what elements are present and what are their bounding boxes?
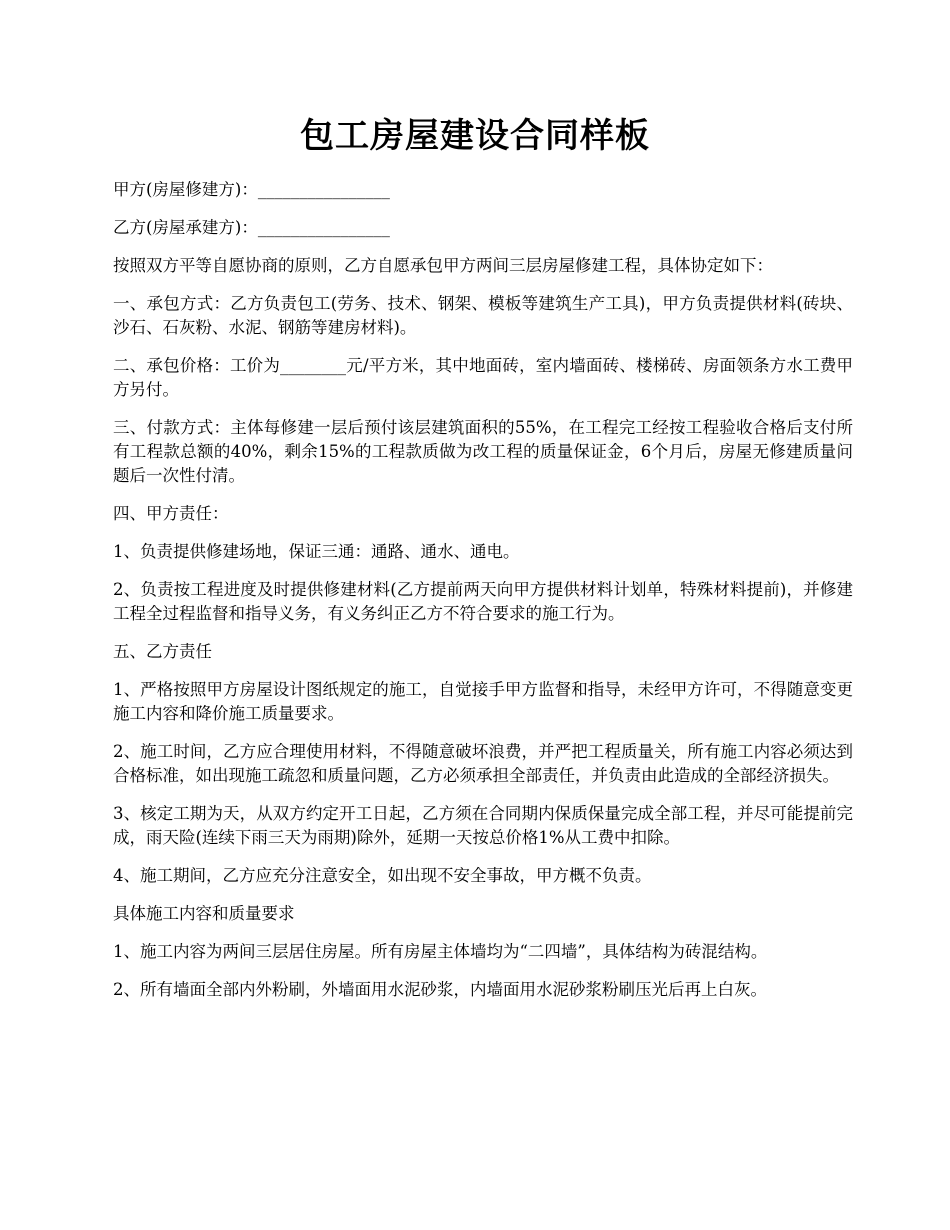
clause-contract-price: 二、承包价格：工价为________元/平方米，其中地面砖，室内墙面砖、楼梯砖、房面领条方水工费甲方另付。 [113,356,853,399]
party-b-duty-2: 2、施工时间，乙方应合理使用材料，不得随意破坏浪费，并严把工程质量关，所有施工内容必须达到合格标准，如出现施工疏忽和质量问题，乙方必须承担全部责任，并负责由此造成的全部经济损失。 [113,742,853,785]
party-a-line: 甲方(房屋修建方)：________________ [113,180,390,199]
section-heading-construction: 具体施工内容和质量要求 [113,904,295,923]
construction-item-2: 2、所有墙面全部内外粉刷，外墙面用水泥砂浆，内墙面用水泥砂浆粉刷压光后再上白灰。 [113,980,767,999]
document-title: 包工房屋建设合同样板 [300,116,650,156]
party-b-line: 乙方(房屋承建方)：________________ [113,218,390,237]
section-heading-party-a: 四、甲方责任： [113,504,229,523]
intro-paragraph: 按照双方平等自愿协商的原则，乙方自愿承包甲方两间三层房屋修建工程，具体协定如下： [113,256,773,275]
document-body [113,178,853,1016]
party-b-duty-4: 4、施工期间，乙方应充分注意安全，如出现不安全事故，甲方概不负责。 [113,866,652,885]
section-heading-party-b: 五、乙方责任 [113,642,212,661]
clause-payment-method: 三、付款方式：主体每修建一层后预付该层建筑面积的55%，在工程完工经按工程验收合格后支付所有工程款总额的40%，剩余15%的工程款质做为改工程的质量保证金，6个月后，房屋无修建质量问题后一次性付清。 [113,418,853,485]
party-b-duty-1: 1、严格按照甲方房屋设计图纸规定的施工，自觉接手甲方监督和指导，未经甲方许可，不得随意变更施工内容和降价施工质量要求。 [113,680,853,723]
clause-contract-method: 一、承包方式：乙方负责包工(劳务、技术、钢架、模板等建筑生产工具)，甲方负责提供材料(砖块、沙石、石灰粉、水泥、钢筋等建房材料)。 [113,294,853,337]
party-b-duty-3: 3、核定工期为天，从双方约定开工日起，乙方须在合同期内保质保量完成全部工程，并尽可能提前完成，雨天险(连续下雨三天为雨期)除外，延期一天按总价格1%从工费中扣除。 [113,804,853,847]
construction-item-1: 1、施工内容为两间三层居住房屋。所有房屋主体墙均为“二四墙”，具体结构为砖混结构。 [113,942,768,961]
party-a-duty-2: 2、负责按工程进度及时提供修建材料(乙方提前两天向甲方提供材料计划单，特殊材料提前)，并修建工程全过程监督和指导义务，有义务纠正乙方不符合要求的施工行为。 [113,580,853,623]
party-a-duty-1: 1、负责提供修建场地，保证三通：通路、通水、通电。 [113,542,520,561]
